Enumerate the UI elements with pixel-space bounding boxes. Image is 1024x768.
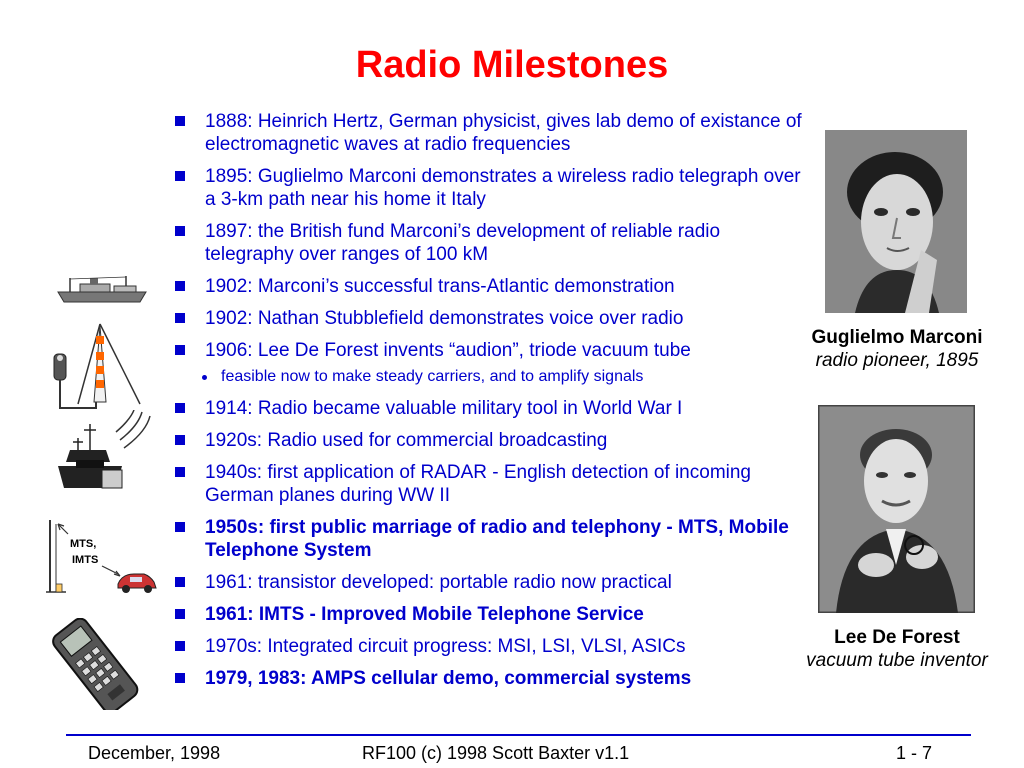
- slide-title: Radio Milestones: [355, 44, 669, 86]
- bullet-text: 1979, 1983: AMPS cellular demo, commercial systems: [205, 668, 692, 689]
- mts-tower-car-icon: [42, 516, 160, 601]
- marconi-caption: [786, 326, 1008, 372]
- deforest-caption-role: vacuum tube inventor: [806, 650, 988, 671]
- bullet-item: [172, 220, 812, 266]
- bullet-square-icon: [175, 171, 185, 181]
- bullet-item: [172, 275, 812, 298]
- marconi-photo: [825, 130, 967, 313]
- bullet-text: 1902: Marconi’s successful trans-Atlantic demonstration: [205, 276, 675, 297]
- bullet-text: 1895: Guglielmo Marconi demonstrates a wireless radio telegraph over a 3-km path near his home it Italy: [205, 166, 801, 210]
- bullet-square-icon: [175, 577, 185, 587]
- footer-date: December, 1998: [88, 743, 221, 763]
- bullet-square-icon: [175, 116, 185, 126]
- cellphone-icon: [44, 618, 146, 715]
- bullet-text: 1897: the British fund Marconi’s development of reliable radio telegraphy over ranges of 100 kM: [205, 221, 721, 265]
- bullet-item: [172, 165, 812, 211]
- bullet-item: [172, 603, 812, 626]
- marconi-caption-name: Guglielmo Marconi: [811, 327, 983, 348]
- bullet-square-icon: [175, 467, 185, 477]
- bullet-text: 1950s: first public marriage of radio and telephony - MTS, Mobile Telephone System: [205, 517, 789, 561]
- bullet-dot-icon: [202, 375, 207, 380]
- bullet-text: feasible now to make steady carriers, and to amplify signals: [221, 368, 644, 385]
- ship-icon: [56, 274, 148, 311]
- bullet-item: [172, 516, 812, 562]
- marconi-caption-role: radio pioneer, 1895: [815, 350, 979, 371]
- bullet-text: 1902: Nathan Stubblefield demonstrates voice over radio: [205, 308, 684, 329]
- bullet-square-icon: [175, 522, 185, 532]
- bullet-square-icon: [175, 435, 185, 445]
- bullet-square-icon: [175, 345, 185, 355]
- bullet-text: 1970s: Integrated circuit progress: MSI, LSI, VLSI, ASICs: [205, 636, 686, 657]
- bullet-text: 1961: transistor developed: portable radio now practical: [205, 572, 672, 593]
- bullet-square-icon: [175, 226, 185, 236]
- bullet-item: [172, 429, 812, 452]
- footer-page-number: 1 - 7: [896, 743, 933, 763]
- bullet-item: [172, 461, 812, 507]
- bullet-text: 1888: Heinrich Hertz, German physicist, gives lab demo of existance of electromagnetic waves at radio frequencies: [205, 111, 802, 155]
- bullet-text: 1914: Radio became valuable military tool in World War I: [205, 398, 683, 419]
- radio-tower-icon: [48, 322, 148, 417]
- bullet-text: 1961: IMTS - Improved Mobile Telephone Service: [205, 604, 644, 625]
- mts-label: MTS,: [70, 538, 97, 550]
- bullet-item: [172, 635, 812, 658]
- bullet-square-icon: [175, 609, 185, 619]
- bullet-square-icon: [175, 641, 185, 651]
- deforest-caption: [786, 626, 1008, 672]
- deforest-photo: [818, 405, 975, 613]
- bullet-square-icon: [175, 281, 185, 291]
- footer-rule: [66, 734, 971, 736]
- milestone-list: [172, 110, 812, 699]
- bullet-item: [172, 397, 812, 420]
- sub-bullet-item: [172, 367, 812, 387]
- bullet-square-icon: [175, 673, 185, 683]
- bullet-item: [172, 667, 812, 690]
- bullet-item: [172, 307, 812, 330]
- warship-icon: [56, 410, 152, 499]
- bullet-text: 1940s: first application of RADAR - English detection of incoming German planes during WW II: [205, 462, 751, 506]
- imts-label: IMTS: [72, 554, 99, 566]
- bullet-item: [172, 110, 812, 156]
- bullet-item: [172, 339, 812, 362]
- bullet-square-icon: [175, 313, 185, 323]
- bullet-item: [172, 571, 812, 594]
- footer-course: RF100 (c) 1998 Scott Baxter v1.1: [362, 743, 630, 763]
- bullet-text: 1906: Lee De Forest invents “audion”, triode vacuum tube: [205, 340, 691, 361]
- bullet-square-icon: [175, 403, 185, 413]
- deforest-caption-name: Lee De Forest: [834, 627, 960, 648]
- bullet-text: 1920s: Radio used for commercial broadcasting: [205, 430, 608, 451]
